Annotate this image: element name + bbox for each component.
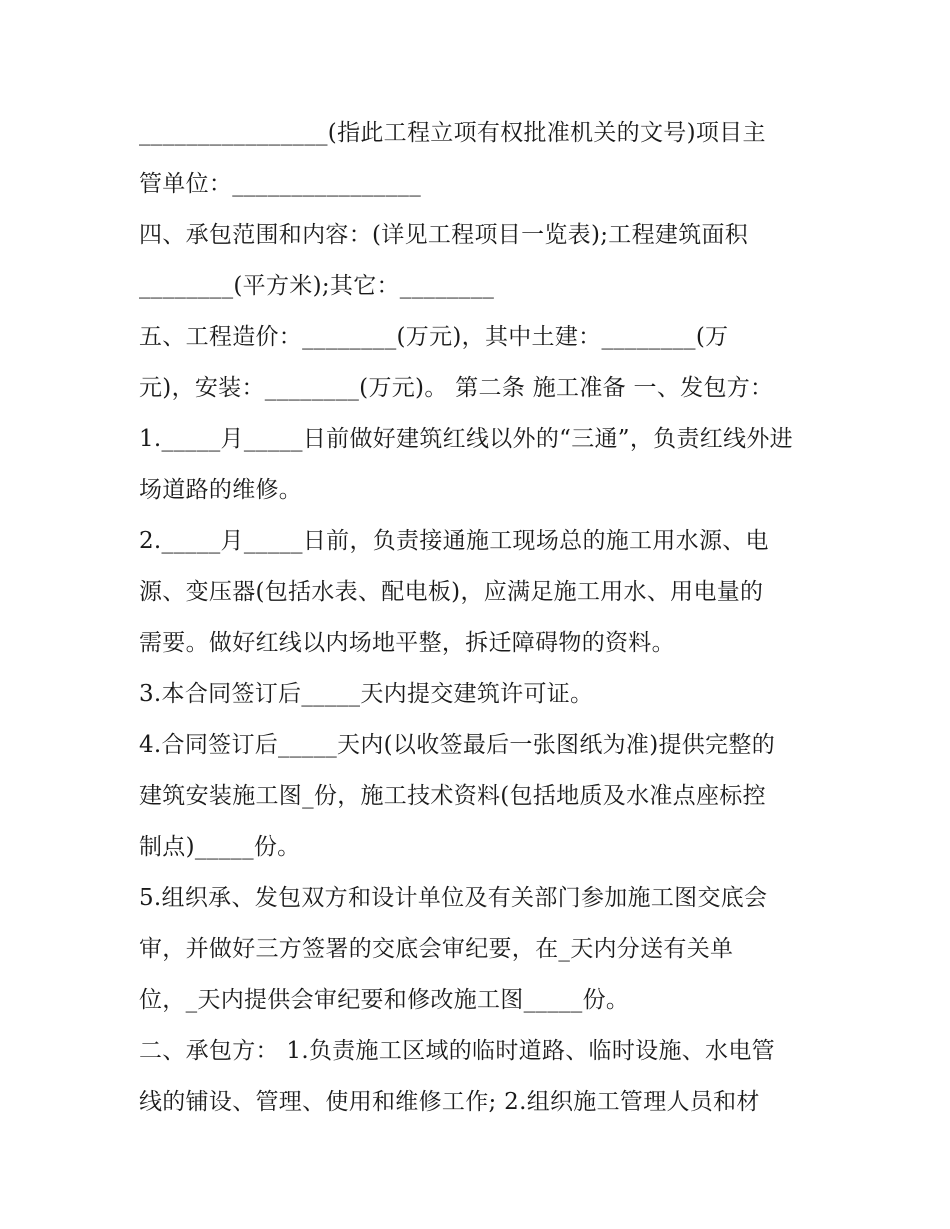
text-line: 2._____月_____日前，负责接通施工现场总的施工用水源、电 [139,528,769,554]
text-line: 四、承包范围和内容：(详见工程项目一览表);工程建筑面积 [139,222,749,248]
text-line: 3.本合同签订后_____天内提交建筑许可证。 [139,681,594,707]
text-line: 建筑安装施工图_份，施工技术资料(包括地质及水准点座标控 [139,783,766,809]
text-line: 审，并做好三方签署的交底会审纪要，在_天内分送有关单 [139,936,734,962]
text-line: 管单位：________________ [139,171,421,197]
text-line: 制点)_____份。 [139,834,301,860]
text-line: 二、承包方： 1.负责施工区域的临时道路、临时设施、水电管 [139,1038,775,1064]
text-line: 元)，安装：________(万元)。 第二条 施工准备 一、发包方： [139,375,774,401]
text-line: 位，_天内提供会审纪要和修改施工图_____份。 [139,987,630,1013]
text-line: ________(平方米);其它：________ [139,273,495,299]
text-line: 4.合同签订后_____天内(以收签最后一张图纸为准)提供完整的 [139,732,775,758]
text-line: 五、工程造价：________(万元)，其中土建：________(万 [139,324,729,350]
text-line: 5.组织承、发包双方和设计单位及有关部门参加施工图交底会 [139,885,768,911]
text-line: 需要。做好红线以内场地平整，拆迁障碍物的资料。 [139,630,675,656]
text-line: 1._____月_____日前做好建筑红线以外的“三通”，负责红线外进 [139,426,793,452]
text-line: 场道路的维修。 [139,477,303,503]
text-line: 源、变压器(包括水表、配电板)，应满足施工用水、用电量的 [139,579,764,605]
text-line: 线的铺设、管理、使用和维修工作; 2.组织施工管理人员和材 [139,1089,760,1115]
text-line: ________________(指此工程立项有权批准机关的文号)项目主 [139,120,766,146]
document-body [139,108,819,1128]
